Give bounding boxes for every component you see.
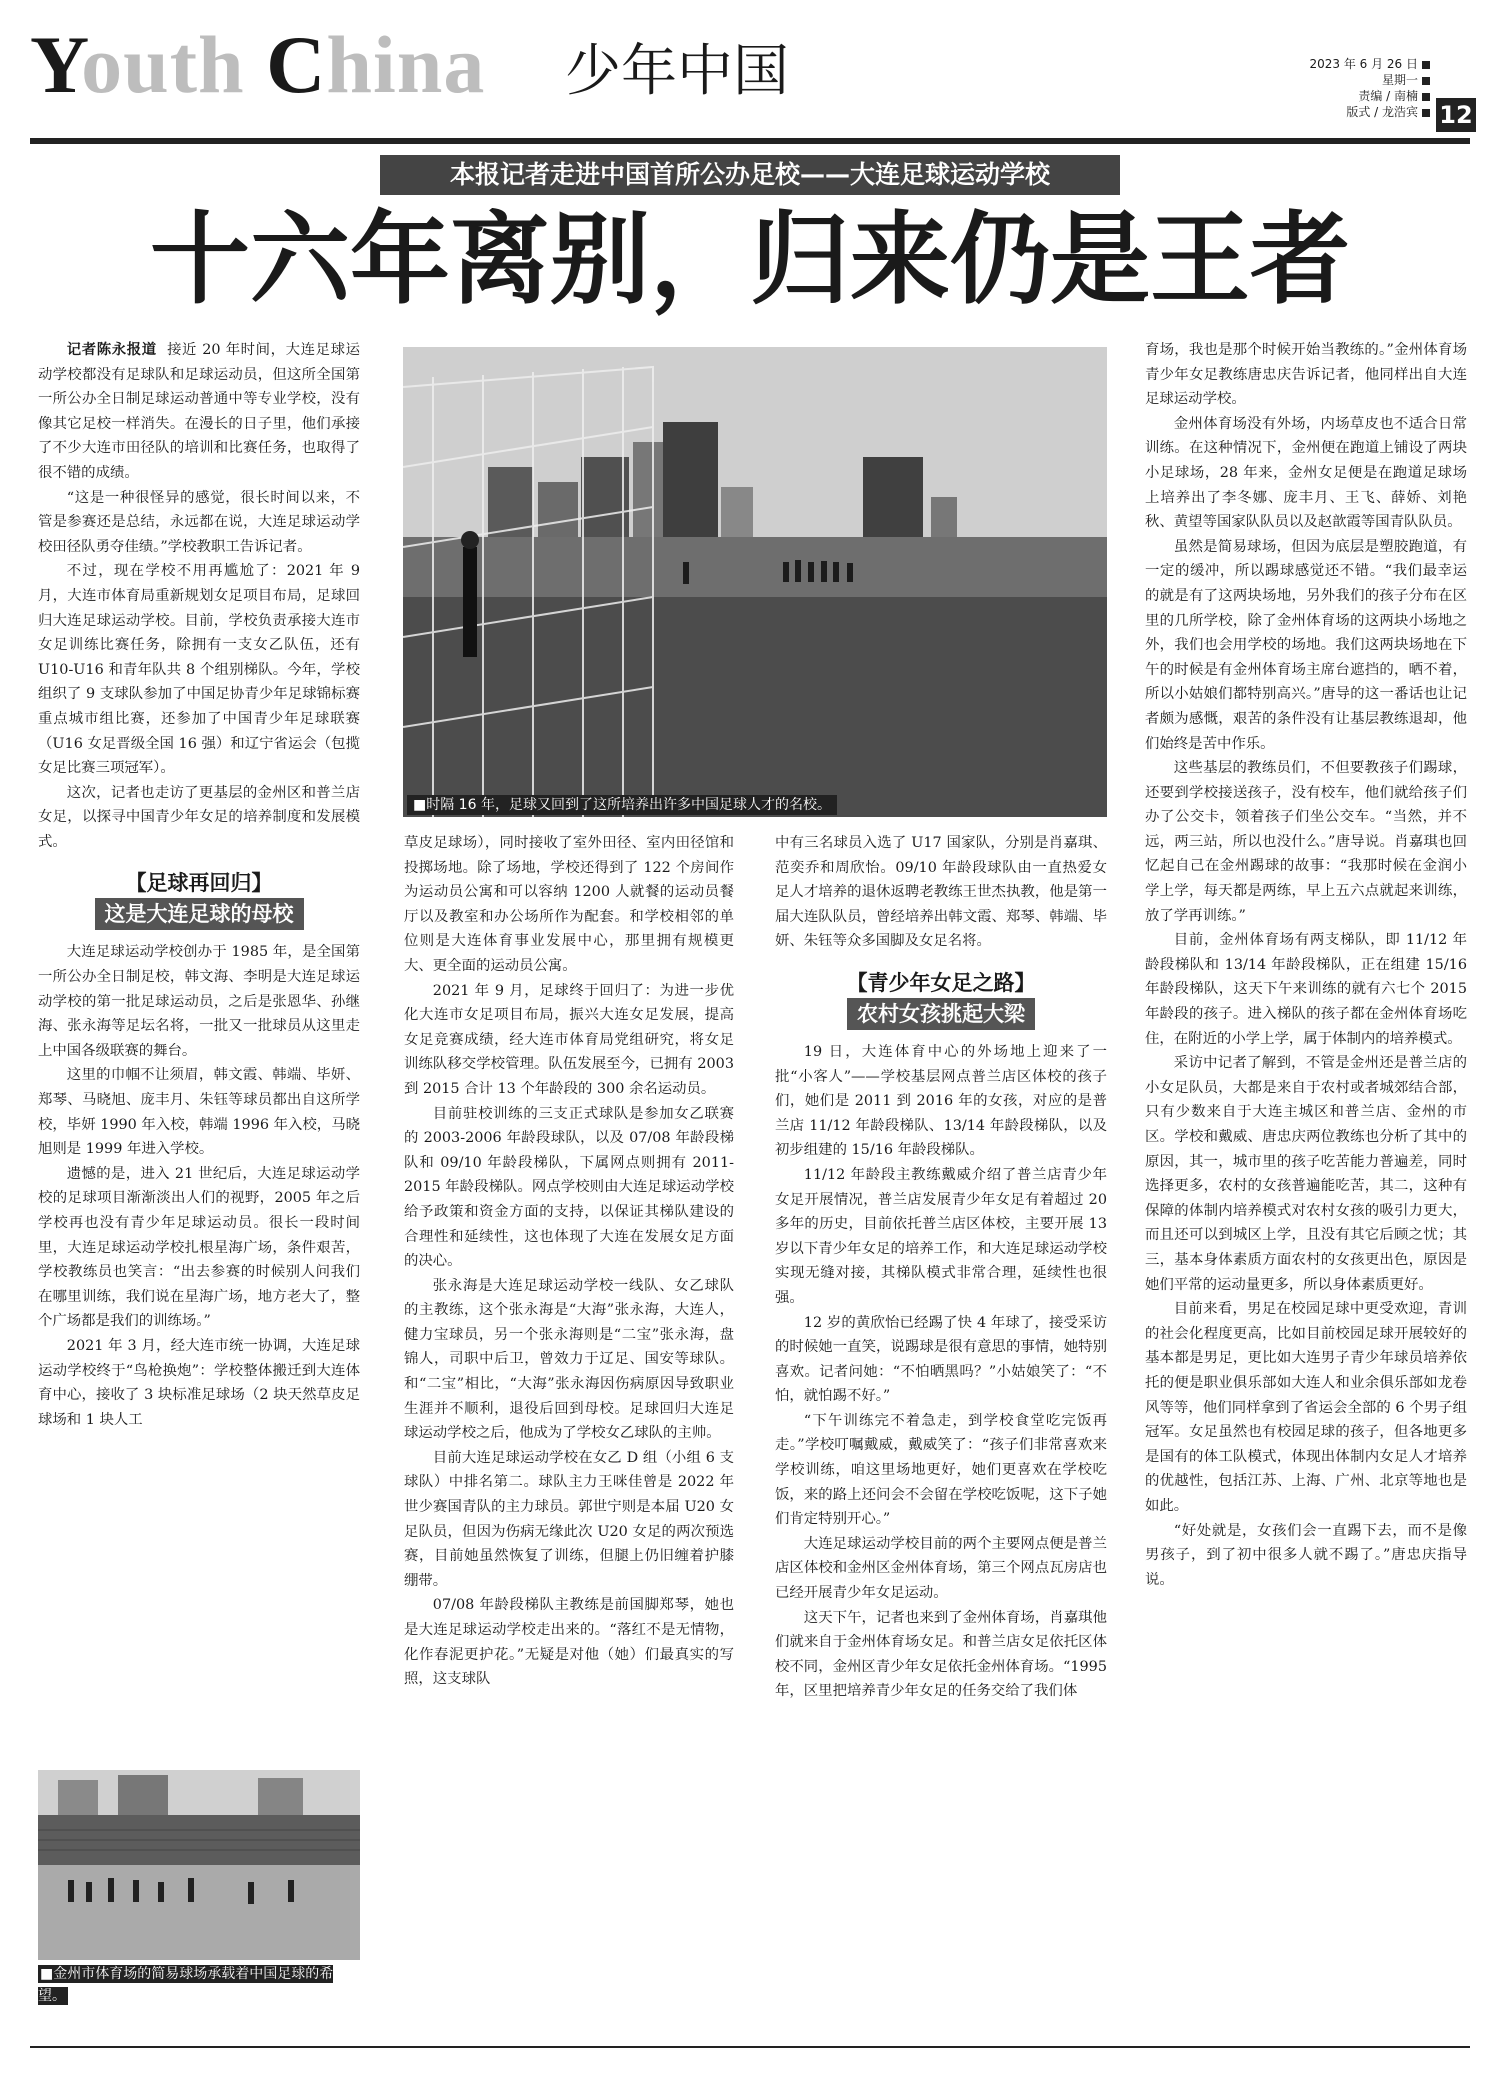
paragraph: 目前来看，男足在校园足球中更受欢迎，青训的社会化程度更高，比如目前校园足球开展较好的基本都是男足，更比如大连男子青少年球员培养依托的便是职业俱乐部如大连人和业余俱乐部如龙卷风等等，他们同样拿到了省运会全部的 6 个男子组冠军。女足虽然也有校园足球的孩子，但各地更多是国有的体工队模式，体现出体制内女足人才培养的优越性，包括江苏、上海、广州、北京等地也是如此。 xyxy=(1145,1301,1467,1514)
secondary-photo xyxy=(38,1770,360,1960)
main-photo xyxy=(403,347,1107,817)
paragraph: 金州体育场没有外场，内场草皮也不适合日常训练。在这种情况下，金州便在跑道上铺设了两块小足球场，28 年来，金州女足便是在跑道足球场上培养出了李冬娜、庞丰月、王飞、薛娇、刘艳秋、黄望等国家队队员以及赵歆霞等国青队队员。 xyxy=(1145,415,1467,531)
paragraph: “下午训练完不着急走，到学校食堂吃完饭再走。”学校叮嘱戴威，戴威笑了：“孩子们非常喜欢来学校训练，咱这里场地更好，她们更喜欢在学校吃饭，来的路上还问会不会留在学校吃饭呢，这下子她们肯定特别开心。” xyxy=(775,1412,1107,1528)
paragraph: 2021 年 9 月，足球终于回归了：为进一步优化大连市女足项目布局，振兴大连女足发展，提高女足竞赛成绩，经大连市体育局党组研究，将女足训练队移交学校管理。队伍发展至今，已拥有 2003 到 2015 合计 13 个年龄段的 300 余名运动员。 xyxy=(404,982,734,1097)
column-2 xyxy=(404,831,734,1692)
subhead-1: 【足球再回归】 这是大连足球的母校 xyxy=(38,868,360,930)
paragraph: “这是一种很怪异的感觉，很长时间以来，不管是参赛还是总结，永远都在说，大连足球运动学校田径队勇夺佳绩。”学校教职工告诉记者。 xyxy=(38,489,360,555)
paragraph: 07/08 年龄段梯队主教练是前国脚郑琴，她也是大连足球运动学校走出来的。“落红不是无情物，化作春泥更护花。”无疑是对他（她）们最真实的写照，这支球队 xyxy=(404,1597,734,1688)
paragraph: 张永海是大连足球运动学校一线队、女乙球队的主教练，这个张永海是“大海”张永海，大连人，健力宝球员，另一个张永海则是“二宝”张永海，盘锦人，司职中后卫，曾效力于辽足、国安等球队。和“二宝”相比，“大海”张永海因伤病原因导致职业生涯并不顺利，退役后回到母校。足球回归大连足球运动学校之后，他成为了学校女乙球队的主帅。 xyxy=(404,1277,734,1442)
paragraph: 大连足球运动学校创办于 1985 年，是全国第一所公办全日制足校，韩文海、李明是大连足球运动学校的第一批足球运动员，之后是张恩华、孙继海、张永海等足坛名将，一批又一批球员从这里走上中国各级联赛的舞台。 xyxy=(38,944,360,1059)
paragraph: 目前驻校训练的三支正式球队是参加女乙联赛的 2003-2006 年龄段球队，以及 07/08 年龄段梯队和 09/10 年龄段梯队，下属网点则拥有 2011-2015 年龄段梯队。网点学校则由大连足球运动学校给予政策和资金方面的支持，以保证其梯队建设的合理性和延续性，这也体现了大连在发展女足方面的决心。 xyxy=(404,1105,734,1270)
paragraph: 这些基层的教练员们，不但要教孩子们踢球，还要到学校接送孩子，没有校车，他们就给孩子们办了公交卡，领着孩子们坐公交车。“当然，并不远，两三站，所以也没什么。”唐导说。肖嘉琪也回忆起自己在金州踢球的故事：“我那时候在金润小学上学，每天都是两练，早上五六点就起来训练，放了学再训练。” xyxy=(1145,760,1467,924)
masthead-english: Youth China xyxy=(30,19,486,110)
column-1 xyxy=(38,338,360,1432)
paragraph: 育场，我也是那个时候开始当教练的。”金州体育场青少年女足教练唐忠庆告诉记者，他同样出自大连足球运动学校。 xyxy=(1145,342,1467,408)
paragraph: 这里的巾帼不让须眉，韩文霞、韩端、毕妍、郑琴、马晓旭、庞丰月、朱钰等球员都出自这所学校，毕妍 1990 年入校，韩端 1996 年入校，马晓旭则是 1999 年进入学校。 xyxy=(38,1067,360,1158)
paragraph: 12 岁的黄欣怡已经踢了快 4 年球了，接受采访的时候她一直笑，说踢球是很有意思的事情，她特别喜欢。记者问她：“不怕晒黑吗？”小姑娘笑了：“不怕，就怕踢不好。” xyxy=(775,1314,1107,1405)
paragraph: 不过，现在学校不用再尴尬了：2021 年 9 月，大连市体育局重新规划女足项目布局，足球回归大连足球运动学校。目前，学校负责承接大连市女足训练比赛任务，除拥有一支女乙队伍，还有 U10-U16 和青年队共 8 个组别梯队。今年，学校组织了 9 支球队参加了中国足协青少年足球锦标赛重点城市组比赛，还参加了中国青少年足球联赛（U16 女足晋级全国 16 强）和辽宁省运会（包揽女足比赛三项冠军）。 xyxy=(38,563,360,777)
paragraph: 遗憾的是，进入 21 世纪后，大连足球运动学校的足球项目渐渐淡出人们的视野，2005 年之后学校再也没有青少年足球运动员。很长一段时间里，大连足球运动学校扎根星海广场，条件艰苦，学校教练员也笑言：“出去参赛的时候别人问我们在哪里训练，我们说在星海广场，地方老大了，整个广场都是我们的训练场。” xyxy=(38,1165,360,1330)
track-field-photo-art xyxy=(38,1770,360,1960)
kicker: 本报记者走进中国首所公办足校——大连足球运动学校 xyxy=(380,155,1120,195)
paragraph: 草皮足球场），同时接收了室外田径、室内田径馆和投掷场地。除了场地，学校还得到了 122 个房间作为运动员公寓和可以容纳 1200 人就餐的运动员餐厅以及教室和办公场所作为配套。和学校相邻的单位则是大连体育事业发展中心，那里拥有规模更大、更全面的运动员公寓。 xyxy=(404,835,734,974)
issue-layout: 版式 / 龙浩宾 xyxy=(1309,104,1430,120)
paragraph: 目前大连足球运动学校在女乙 D 组（小组 6 支球队）中排名第二。球队主力王咪佳曾是 2022 年世少赛国青队的主力球员。郭世宁则是本届 U20 女足队员，但因为伤病无缘此次 U20 女足的两次预选赛，目前她虽然恢复了训练，但腿上仍旧缠着护膝绷带。 xyxy=(404,1449,734,1589)
column-3 xyxy=(775,831,1107,1704)
issue-meta xyxy=(1309,56,1430,120)
paragraph: 接近 20 年时间，大连足球运动学校都没有足球队和足球运动员，但这所全国第一所公办全日制足球运动普通中等专业学校，没有像其它足校一样消失。在漫长的日子里，他们承接了不少大连市田径队的培训和比赛任务，也取得了很不错的成绩。 xyxy=(38,342,360,481)
paragraph: “好处就是，女孩们会一直踢下去，而不是像男孩子，到了初中很多人就不踢了。”唐忠庆指导说。 xyxy=(1145,1522,1467,1588)
paragraph: 虽然是简易球场，但因为底层是塑胶跑道，有一定的缓冲，所以踢球感觉还不错。“我们最幸运的就是有了这两块场地，另外我们的孩子分布在区里的几所学校，除了金州体育场的这两块小场地之外，我们也会用学校的场地。我们这两块场地在下午的时候是有金州体育场主席台遮挡的，晒不着，所以小姑娘们都特别高兴。”唐导的这一番话也让记者颇为感慨，艰苦的条件没有让基层教练退却，他们始终是苦中作乐。 xyxy=(1145,538,1467,752)
paragraph: 2021 年 3 月，经大连市统一协调，大连足球运动学校终于“鸟枪换炮”：学校整体搬迁到大连体育中心，接收了 3 块标准足球场（2 块天然草皮足球场和 1 块人工 xyxy=(38,1337,360,1428)
column-4 xyxy=(1145,338,1467,1592)
page-number: 12 xyxy=(1436,98,1476,132)
headline: 十六年离别，归来仍是王者 xyxy=(150,201,1350,318)
footer-rule xyxy=(30,2046,1470,2048)
paragraph: 19 日，大连体育中心的外场地上迎来了一批“小客人”——学校基层网点普兰店区体校的孩子们，她们是 2011 到 2016 年的女孩，对应的是普兰店 11/12 年龄段梯队、13/14 年龄段梯队，以及初步组建的 15/16 年龄段梯队。 xyxy=(775,1043,1107,1159)
paragraph: 这天下午，记者也来到了金州体育场，肖嘉琪他们就来自于金州体育场女足。和普兰店女足依托区体校不同，金州区青少年女足依托金州体育场。“1995 年，区里把培养青少年女足的任务交给了我们体 xyxy=(775,1609,1107,1700)
paragraph: 采访中记者了解到，不管是金州还是普兰店的小女足队员，大都是来自于农村或者城郊结合部，只有少数来自于大连主城区和普兰店、金州的市区。学校和戴威、唐忠庆两位教练也分析了其中的原因，其一，城市里的孩子吃苦能力普遍差，同时选择更多，农村的女孩普遍能吃苦，其二，这种有保障的体制内培养模式对农村女孩的吸引力更大，而且还可以到城区上学，且没有其它后顾之忧；其三，基本身体素质方面农村的女孩更出色，原因是她们平常的运动量更多，所以身体素质更好。 xyxy=(1145,1055,1467,1293)
paragraph: 11/12 年龄段主教练戴威介绍了普兰店青少年女足开展情况，普兰店发展青少年女足有着超过 20 多年的历史，目前依托普兰店区体校，主要开展 13 岁以下青少年女足的培养工作，和大连足球运动学校实现无缝对接，其梯队模式非常合理，延续性也很强。 xyxy=(775,1166,1107,1306)
issue-weekday: 星期一 xyxy=(1309,72,1430,88)
secondary-photo-caption: ■金州市体育场的简易球场承载着中国足球的希望。 xyxy=(38,1966,334,2004)
paragraph: 中有三名球员入选了 U17 国家队，分别是肖嘉琪、范奕乔和周欣怡。09/10 年龄段球队由一直热爱女足人才培养的退休返聘老教练王世杰执教，他是第一届大连队队员，曾经培养出韩文霞、郑琴、韩端、毕妍、朱钰等众多国脚及女足名将。 xyxy=(775,835,1107,950)
byline: 记者陈永报道 xyxy=(66,342,157,358)
paragraph: 这次，记者也走访了更基层的金州区和普兰店女足，以探寻中国青少年女足的培养制度和发展模式。 xyxy=(38,784,360,850)
issue-editor: 责编 / 南楠 xyxy=(1309,88,1430,104)
header-rule xyxy=(30,138,1470,144)
masthead-chinese: 少年中国 xyxy=(565,39,789,104)
issue-date: 2023 年 6 月 26 日 xyxy=(1309,56,1430,72)
stadium-photo-art xyxy=(403,347,1107,817)
subhead-2: 【青少年女足之路】 农村女孩挑起大梁 xyxy=(775,968,1107,1030)
paragraph: 目前，金州体育场有两支梯队，即 11/12 年龄段梯队和 13/14 年龄段梯队，正在组建 15/16 年龄段梯队，这天下午来训练的就有六七个 2015 年龄段的孩子。进入梯队的孩子都在金州体育场吃住，在附近的小学上学，属于体制内的培养模式。 xyxy=(1145,932,1467,1047)
main-photo-caption: ■时隔 16 年，足球又回到了这所培养出许多中国足球人才的名校。 xyxy=(407,795,837,815)
paragraph: 大连足球运动学校目前的两个主要网点便是普兰店区体校和金州区金州体育场，第三个网点瓦房店也已经开展青少年女足运动。 xyxy=(775,1535,1107,1602)
